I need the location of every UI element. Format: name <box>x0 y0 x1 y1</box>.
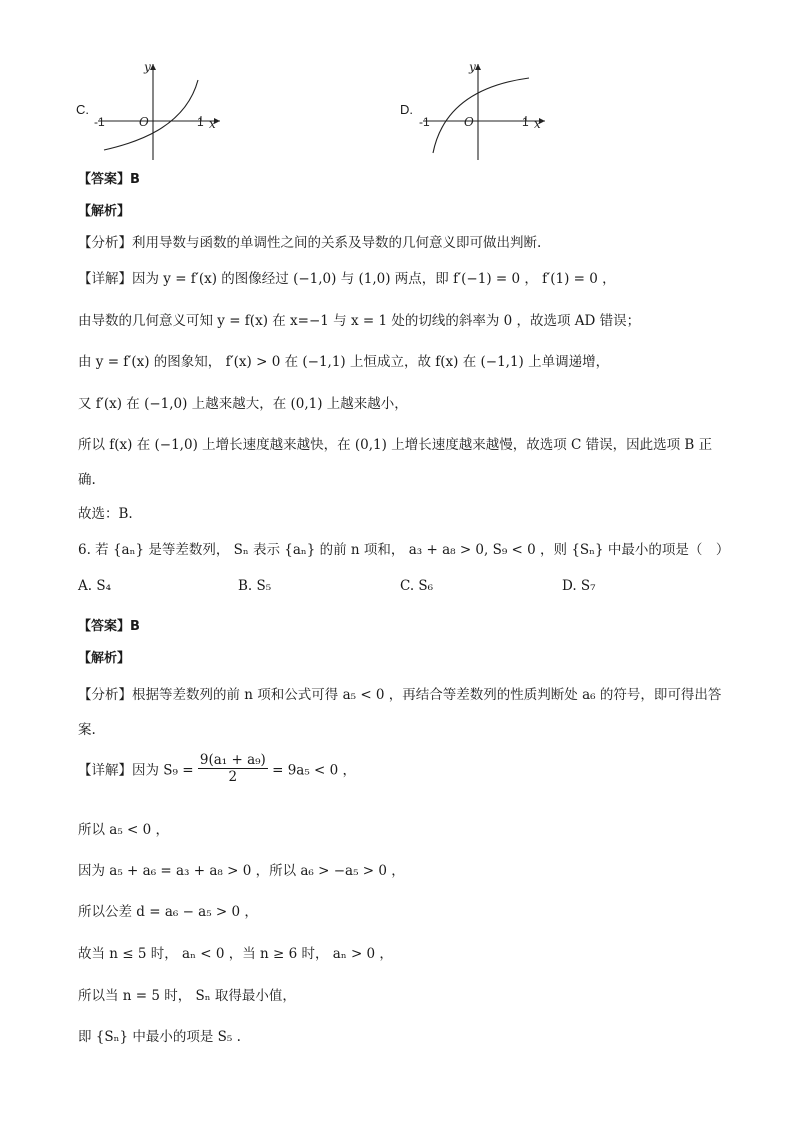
q6-detail <box>78 752 356 785</box>
q6-fenxi-a: 【分析】根据等差数列的前 n 项和公式可得 a₅ < 0 ，再结合等差数列的性质判断处 a₆ 的符号，即可得出答 <box>78 687 722 703</box>
q5-line2: 由导数的几何意义可知 y = f(x) 在 x=−1 与 x = 1 处的切线的斜率为 0 ，故选项 AD 错误； <box>78 313 641 329</box>
q6-detail-prefix: 【详解】因为 S₉ = <box>78 762 194 779</box>
q6-option-b: B. S₅ <box>238 578 272 594</box>
q5-answer: 【答案】B <box>78 172 140 187</box>
q5-fenxi: 【分析】利用导数与函数的单调性之间的关系及导数的几何意义即可做出判断. <box>78 235 542 251</box>
q6-frac-num: 9(a₁ + a₉) <box>199 752 266 768</box>
graph-d-pos1: 1 <box>522 115 529 129</box>
graph-d-y-arrow <box>475 64 481 70</box>
graph-d-neg1: -1 <box>419 115 430 129</box>
graph-c-curve <box>104 80 198 150</box>
q5-line5a: 所以 f(x) 在 (−1,0) 上增长速度越来越快，在 (0,1) 上增长速度越来越慢，故选项 C 错误，因此选项 B 正 <box>78 437 713 453</box>
q5-line5b: 确. <box>78 472 96 488</box>
q6-question: 6. 若 {aₙ} 是等差数列， Sₙ 表示 {aₙ} 的前 n 项和， a₃ + a₈ > 0, S₉ < 0 ，则 {Sₙ} 中最小的项是（ ） <box>78 542 730 558</box>
graph-c <box>90 58 230 163</box>
graph-c-x-label: x <box>209 117 216 131</box>
graph-d-label: D. <box>400 102 413 117</box>
q6-option-c: C. S₆ <box>400 578 434 594</box>
graph-c-label: C. <box>76 102 89 117</box>
graph-d-x-label: x <box>534 117 541 131</box>
q6-option-a: A. S₄ <box>78 578 111 594</box>
graph-d-curve <box>433 78 529 153</box>
q6-l2: 所以 a₅ < 0 ， <box>78 822 170 838</box>
graph-c-pos1: 1 <box>197 115 204 129</box>
q6-l4: 所以公差 d = a₆ − a₅ > 0 ， <box>78 904 258 920</box>
q6-option-d: D. S₇ <box>562 578 596 594</box>
q6-fenxi-b: 案. <box>78 722 96 738</box>
q6-analysis-header: 【解析】 <box>78 651 131 666</box>
q5-analysis-header: 【解析】 <box>78 204 131 219</box>
q6-answer: 【答案】B <box>78 619 140 634</box>
q6-l3: 因为 a₅ + a₆ = a₃ + a₈ > 0 ，所以 a₆ > −a₅ > 0 ， <box>78 863 405 879</box>
graph-c-origin: O <box>139 115 149 129</box>
q5-line3: 由 y = f′(x) 的图象知， f′(x) > 0 在 (−1,1) 上恒成立，故 f(x) 在 (−1,1) 上单调递增， <box>78 354 610 370</box>
q6-detail-fraction <box>198 752 268 785</box>
q6-frac-den: 2 <box>228 769 238 785</box>
graph-d-origin: O <box>464 115 474 129</box>
graph-d <box>415 58 555 163</box>
graph-c-y-label: y <box>144 60 151 74</box>
q6-l7: 即 {Sₙ} 中最小的项是 S₅ . <box>78 1029 241 1045</box>
graph-d-y-label: y <box>469 60 476 74</box>
q5-choose: 故选：B. <box>78 506 133 522</box>
q6-detail-suffix: = 9a₅ < 0 ， <box>272 762 357 779</box>
q6-l5: 故当 n ≤ 5 时， aₙ < 0 ，当 n ≥ 6 时， aₙ > 0 ， <box>78 946 393 962</box>
q5-line4: 又 f′(x) 在 (−1,0) 上越来越大，在 (0,1) 上越来越小， <box>78 396 408 412</box>
graph-c-y-arrow <box>150 64 156 70</box>
q6-l6: 所以当 n = 5 时， Sₙ 取得最小值， <box>78 988 296 1004</box>
graph-c-neg1: -1 <box>94 115 105 129</box>
q5-line1: 【详解】因为 y = f′(x) 的图像经过 (−1,0) 与 (1,0) 两点，即 f′(−1) = 0 ， f′(1) = 0 ， <box>78 271 616 287</box>
